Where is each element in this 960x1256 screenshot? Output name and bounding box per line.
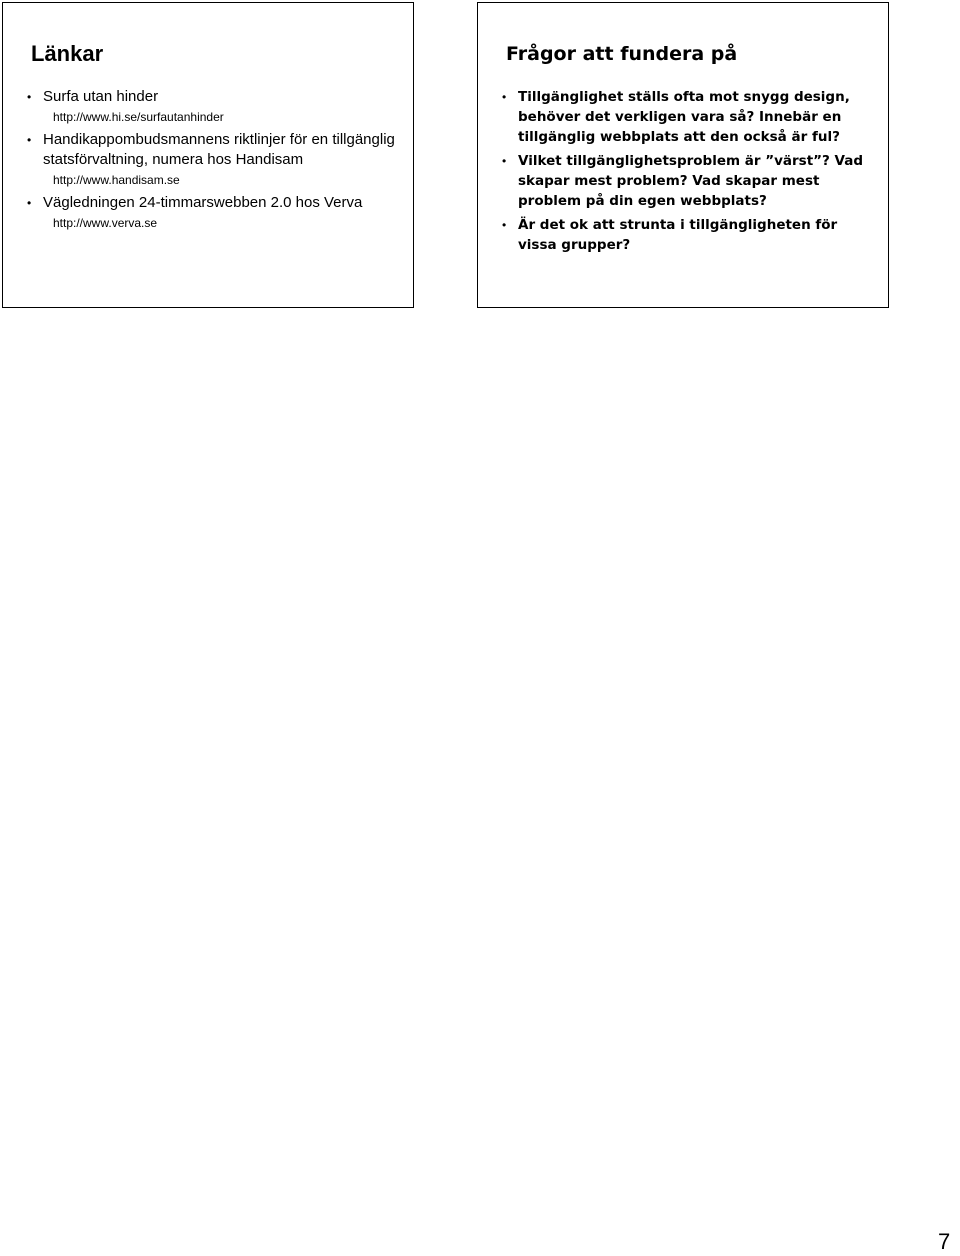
list-item [27,87,405,126]
link-url[interactable]: http://www.handisam.se [53,173,180,187]
bullet-icon: • [27,90,32,104]
bullet-text: Vägledningen 24-timmarswebben 2.0 hos Verva [43,194,363,211]
slide-title: Länkar [31,41,104,66]
link-url[interactable]: http://www.hi.se/surfautanhinder [53,110,224,124]
slide-title: Frågor att fundera på [506,43,738,65]
page-number: 7 [938,1229,951,1254]
list-item [27,193,405,232]
bullet-text: Är det ok att strunta i tillgängligheten för vissa grupper? [518,217,838,253]
list-item [502,215,880,255]
bullet-text: Surfa utan hinder [43,88,159,105]
bullet-list [502,87,880,259]
slide-links [2,2,414,308]
list-item [502,151,880,211]
list-item [502,87,880,147]
bullet-icon: • [502,154,507,168]
bullet-text: Handikappombudsmannens riktlinjer för en tillgänglig statsförvaltning, numera hos Handisam [43,131,395,168]
bullet-list [27,87,405,236]
bullet-text: Tillgänglighet ställs ofta mot snygg design, behöver det verkligen vara så? Innebär en tillgänglig webbplats att den också är ful? [518,89,850,145]
link-url[interactable]: http://www.verva.se [53,216,158,230]
bullet-icon: • [27,196,32,210]
bullet-icon: • [502,218,507,232]
list-item [27,130,405,189]
slide-questions [477,2,889,308]
bullet-text: Vilket tillgänglighetsproblem är ”värst”? Vad skapar mest problem? Vad skapar mest problem på din egen webbplats? [518,153,864,209]
bullet-icon: • [502,90,507,104]
bullet-icon: • [27,133,32,147]
